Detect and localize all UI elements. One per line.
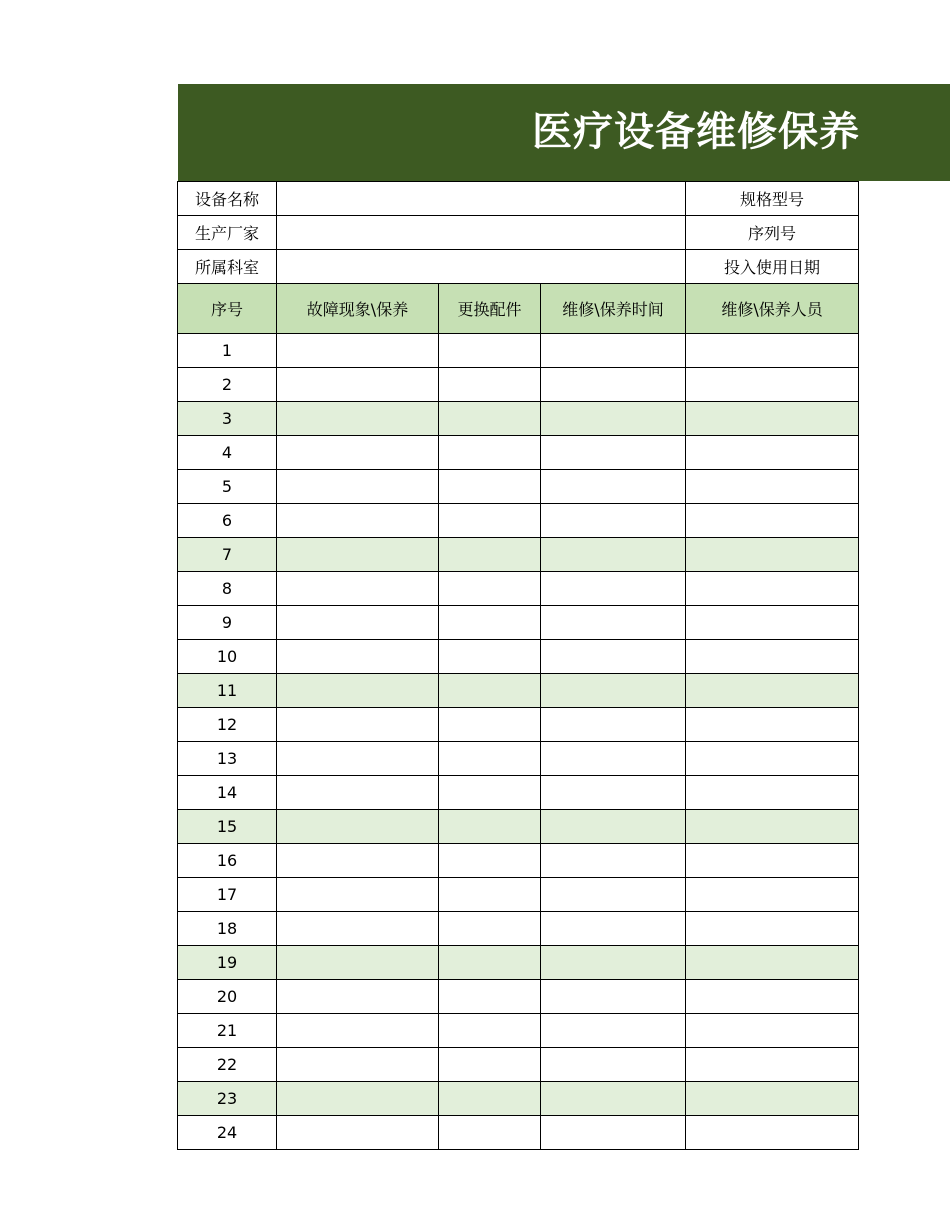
table-cell[interactable] [277, 1048, 439, 1082]
table-cell[interactable] [439, 946, 541, 980]
table-cell[interactable] [541, 1048, 686, 1082]
table-cell[interactable] [541, 606, 686, 640]
info-row [178, 182, 859, 216]
table-cell[interactable] [439, 912, 541, 946]
table-cell[interactable] [686, 538, 859, 572]
table-cell[interactable] [541, 844, 686, 878]
table-cell[interactable] [277, 1116, 439, 1150]
row-number: 16 [178, 844, 277, 878]
table-cell[interactable] [277, 470, 439, 504]
table-row [178, 776, 859, 810]
row-number: 18 [178, 912, 277, 946]
table-cell[interactable] [686, 674, 859, 708]
info-row [178, 250, 859, 284]
table-cell[interactable] [686, 776, 859, 810]
row-number: 24 [178, 1116, 277, 1150]
table-cell[interactable] [439, 606, 541, 640]
info-value-cell[interactable] [277, 182, 686, 216]
row-number: 10 [178, 640, 277, 674]
row-number: 2 [178, 368, 277, 402]
info-label: 投入使用日期 [686, 250, 859, 284]
info-label: 所属科室 [178, 250, 277, 284]
table-cell[interactable] [686, 980, 859, 1014]
row-number: 4 [178, 436, 277, 470]
table-cell[interactable] [541, 980, 686, 1014]
table-cell[interactable] [439, 1082, 541, 1116]
table-cell[interactable] [277, 334, 439, 368]
table-cell[interactable] [277, 402, 439, 436]
info-label: 规格型号 [686, 182, 859, 216]
table-cell[interactable] [277, 742, 439, 776]
table-cell[interactable] [439, 1014, 541, 1048]
table-cell[interactable] [439, 334, 541, 368]
table-cell[interactable] [541, 504, 686, 538]
table-row [178, 572, 859, 606]
row-number: 8 [178, 572, 277, 606]
table-cell[interactable] [541, 402, 686, 436]
table-cell[interactable] [686, 402, 859, 436]
table-row [178, 1014, 859, 1048]
table-cell[interactable] [541, 912, 686, 946]
column-header: 维修\保养时间 [541, 284, 686, 334]
table-cell[interactable] [439, 402, 541, 436]
table-cell[interactable] [686, 742, 859, 776]
table-cell[interactable] [277, 844, 439, 878]
table-cell[interactable] [686, 844, 859, 878]
table-cell[interactable] [277, 776, 439, 810]
table-cell[interactable] [277, 674, 439, 708]
table-cell[interactable] [541, 1014, 686, 1048]
table-cell[interactable] [277, 912, 439, 946]
table-cell[interactable] [686, 1082, 859, 1116]
table-cell[interactable] [277, 504, 439, 538]
table-row [178, 538, 859, 572]
table-row [178, 368, 859, 402]
table-row [178, 504, 859, 538]
table-row [178, 810, 859, 844]
row-number: 3 [178, 402, 277, 436]
title-banner [178, 84, 950, 181]
table-cell[interactable] [686, 810, 859, 844]
table-cell[interactable] [439, 980, 541, 1014]
table-cell[interactable] [541, 436, 686, 470]
table-row [178, 436, 859, 470]
info-label: 序列号 [686, 216, 859, 250]
table-cell[interactable] [686, 1048, 859, 1082]
table-row [178, 844, 859, 878]
row-number: 7 [178, 538, 277, 572]
table-row [178, 1116, 859, 1150]
table-cell[interactable] [439, 572, 541, 606]
table-cell[interactable] [277, 538, 439, 572]
table-cell[interactable] [541, 810, 686, 844]
row-number: 15 [178, 810, 277, 844]
table-row [178, 1082, 859, 1116]
table-cell[interactable] [439, 878, 541, 912]
column-header: 故障现象\保养 [277, 284, 439, 334]
row-number: 20 [178, 980, 277, 1014]
table-cell[interactable] [686, 470, 859, 504]
table-cell[interactable] [277, 878, 439, 912]
table-row [178, 606, 859, 640]
table-cell[interactable] [439, 810, 541, 844]
table-cell[interactable] [439, 742, 541, 776]
column-header: 维修\保养人员 [686, 284, 859, 334]
table-cell[interactable] [686, 708, 859, 742]
table-cell[interactable] [686, 1014, 859, 1048]
row-number: 11 [178, 674, 277, 708]
table-cell[interactable] [277, 436, 439, 470]
table-cell[interactable] [541, 946, 686, 980]
table-cell[interactable] [686, 640, 859, 674]
table-cell[interactable] [541, 674, 686, 708]
row-number: 1 [178, 334, 277, 368]
row-number: 22 [178, 1048, 277, 1082]
info-value-cell[interactable] [277, 216, 686, 250]
table-cell[interactable] [439, 1116, 541, 1150]
table-cell[interactable] [439, 1048, 541, 1082]
table-cell[interactable] [541, 334, 686, 368]
table-cell[interactable] [686, 368, 859, 402]
table-row [178, 640, 859, 674]
column-header: 序号 [178, 284, 277, 334]
table-cell[interactable] [541, 878, 686, 912]
table-cell[interactable] [686, 912, 859, 946]
table-cell[interactable] [439, 368, 541, 402]
table-cell[interactable] [439, 776, 541, 810]
table-cell[interactable] [277, 1082, 439, 1116]
info-label: 设备名称 [178, 182, 277, 216]
table-cell[interactable] [277, 810, 439, 844]
table-cell[interactable] [439, 708, 541, 742]
row-number: 21 [178, 1014, 277, 1048]
row-number: 9 [178, 606, 277, 640]
table-row [178, 402, 859, 436]
table-cell[interactable] [439, 436, 541, 470]
table-cell[interactable] [541, 708, 686, 742]
table-row [178, 946, 859, 980]
table-cell[interactable] [686, 436, 859, 470]
table-row [178, 742, 859, 776]
table-row [178, 708, 859, 742]
table-cell[interactable] [541, 1082, 686, 1116]
table-cell[interactable] [439, 674, 541, 708]
table-cell[interactable] [439, 844, 541, 878]
table-cell[interactable] [541, 1116, 686, 1150]
row-number: 19 [178, 946, 277, 980]
table-cell[interactable] [686, 878, 859, 912]
table-row [178, 980, 859, 1014]
table-cell[interactable] [541, 776, 686, 810]
page-title: 医疗设备维修保养 [532, 109, 860, 155]
table-cell[interactable] [541, 368, 686, 402]
info-label: 生产厂家 [178, 216, 277, 250]
table-cell[interactable] [277, 368, 439, 402]
table-cell[interactable] [439, 470, 541, 504]
row-number: 6 [178, 504, 277, 538]
table-cell[interactable] [541, 742, 686, 776]
info-row [178, 216, 859, 250]
column-header: 更换配件 [439, 284, 541, 334]
table-cell[interactable] [439, 640, 541, 674]
table-cell[interactable] [277, 640, 439, 674]
table-cell[interactable] [277, 572, 439, 606]
row-number: 13 [178, 742, 277, 776]
table-cell[interactable] [277, 1014, 439, 1048]
table-cell[interactable] [277, 606, 439, 640]
table-cell[interactable] [686, 334, 859, 368]
row-number: 17 [178, 878, 277, 912]
table-cell[interactable] [541, 640, 686, 674]
row-number: 12 [178, 708, 277, 742]
table-cell[interactable] [277, 946, 439, 980]
table-cell[interactable] [686, 504, 859, 538]
row-number: 23 [178, 1082, 277, 1116]
table-cell[interactable] [541, 538, 686, 572]
maintenance-table [177, 181, 859, 1150]
row-number: 14 [178, 776, 277, 810]
table-cell[interactable] [439, 504, 541, 538]
table-row [178, 674, 859, 708]
table-row [178, 334, 859, 368]
table-row [178, 912, 859, 946]
table-row [178, 470, 859, 504]
table-cell[interactable] [686, 606, 859, 640]
column-header-row [178, 284, 859, 334]
table-row [178, 1048, 859, 1082]
table-row [178, 878, 859, 912]
table-cell[interactable] [686, 946, 859, 980]
table-cell[interactable] [541, 572, 686, 606]
table-cell[interactable] [277, 708, 439, 742]
table-cell[interactable] [686, 572, 859, 606]
table-cell[interactable] [686, 1116, 859, 1150]
row-number: 5 [178, 470, 277, 504]
table-cell[interactable] [541, 470, 686, 504]
table-cell[interactable] [277, 980, 439, 1014]
info-value-cell[interactable] [277, 250, 686, 284]
table-cell[interactable] [439, 538, 541, 572]
